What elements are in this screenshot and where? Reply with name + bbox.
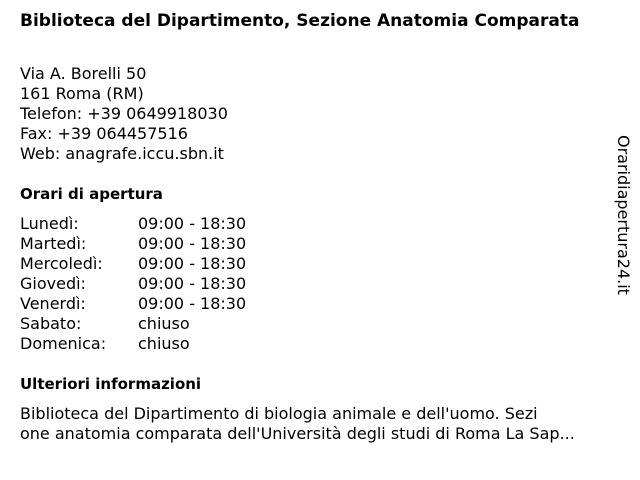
day-label: Sabato: <box>20 314 82 333</box>
opening-hours-table <box>20 214 246 354</box>
hours-row-friday <box>20 294 246 314</box>
fax-number: Fax: +39 064457516 <box>20 124 188 143</box>
description-line: one anatomia comparata dell'Università degli studi di Roma La Sap... <box>20 424 575 443</box>
hours-value: chiuso <box>138 314 190 333</box>
hours-value: 09:00 - 18:30 <box>138 234 247 253</box>
day-label: Giovedì: <box>20 274 86 293</box>
hours-row-thursday <box>20 274 246 294</box>
hours-value: 09:00 - 18:30 <box>138 294 247 313</box>
day-label: Domenica: <box>20 334 107 353</box>
day-label: Mercoledì: <box>20 254 103 273</box>
library-title: Biblioteca del Dipartimento, Sezione Anatomia Comparata <box>20 11 580 31</box>
day-label: Martedì: <box>20 234 87 253</box>
city-address: 161 Roma (RM) <box>20 84 144 103</box>
day-label: Lunedì: <box>20 214 79 233</box>
hours-row-wednesday <box>20 254 246 274</box>
hours-value: 09:00 - 18:30 <box>138 274 247 293</box>
phone-number: Telefon: +39 0649918030 <box>20 104 228 123</box>
hours-row-monday <box>20 214 246 234</box>
hours-row-sunday <box>20 334 246 354</box>
hours-row-saturday <box>20 314 246 334</box>
day-label: Venerdì: <box>20 294 86 313</box>
street-address: Via A. Borelli 50 <box>20 64 147 83</box>
hours-row-tuesday <box>20 234 246 254</box>
site-watermark: Oraridiapertura24.it <box>614 135 633 295</box>
hours-value: 09:00 - 18:30 <box>138 254 247 273</box>
hours-value: 09:00 - 18:30 <box>138 214 247 233</box>
address-block <box>20 64 228 164</box>
opening-hours-heading: Orari di apertura <box>20 185 163 203</box>
more-info-description <box>20 404 620 444</box>
website-link[interactable]: Web: anagrafe.iccu.sbn.it <box>20 144 224 163</box>
more-info-heading: Ulteriori informazioni <box>20 375 202 393</box>
description-line: Biblioteca del Dipartimento di biologia animale e dell'uomo. Sezi <box>20 404 538 423</box>
hours-value: chiuso <box>138 334 190 353</box>
